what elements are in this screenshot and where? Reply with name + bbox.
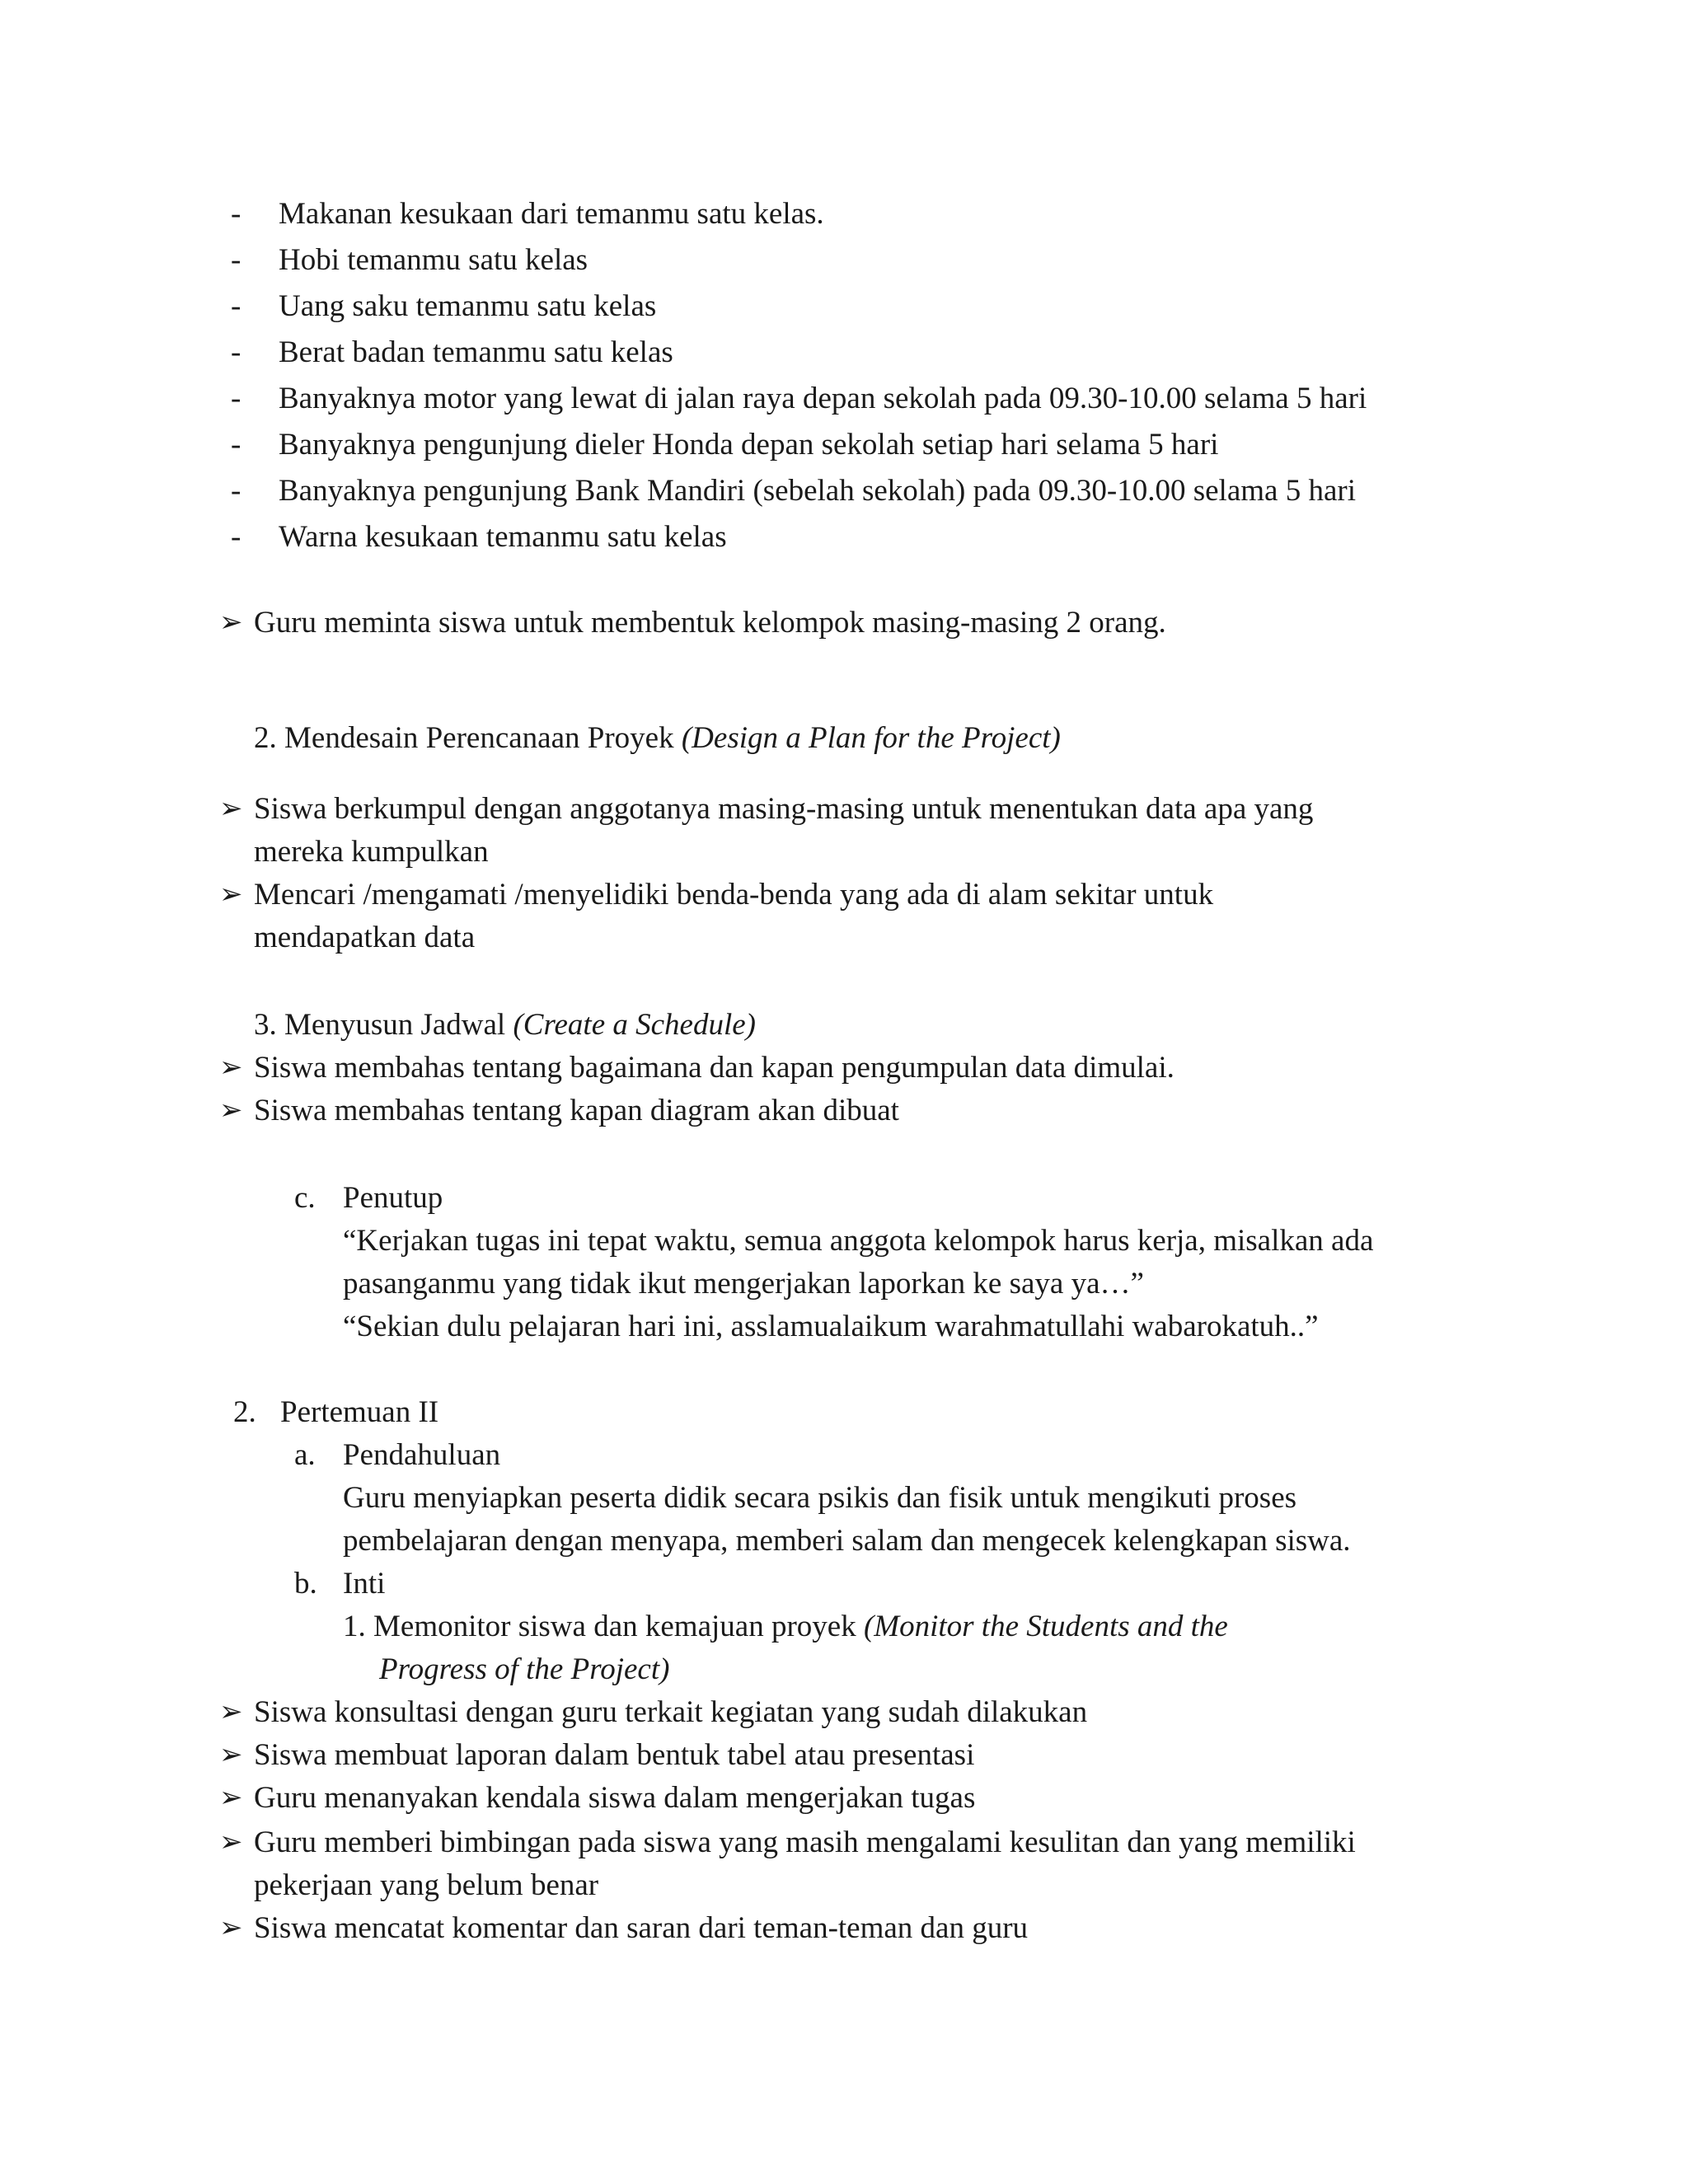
dash-marker: - — [231, 474, 241, 508]
list-item: Makanan kesukaan dari temanmu satu kelas. — [279, 197, 824, 231]
dash-marker: - — [231, 335, 241, 369]
dash-marker: - — [231, 382, 241, 415]
list-item: Banyaknya motor yang lewat di jalan raya depan sekolah pada 09.30-10.00 selama 5 hari — [279, 382, 1367, 415]
step-english: (Design a Plan for the Project) — [681, 721, 1061, 755]
instruction-text: Guru meminta siswa untuk membentuk kelompok masing-masing 2 orang. — [254, 606, 1166, 640]
list-item: Uang saku temanmu satu kelas — [279, 289, 657, 323]
bullet-text: Siswa berkumpul dengan anggotanya masing-masing untuk menentukan data apa yang — [254, 792, 1314, 826]
closing-text: “Kerjakan tugas ini tepat waktu, semua anggota kelompok harus kerja, misalkan ada — [343, 1224, 1374, 1258]
step-label: 2. Mendesain Perencanaan Proyek — [254, 721, 682, 755]
bullet-text: Guru menanyakan kendala siswa dalam mengerjakan tugas — [254, 1781, 976, 1815]
dash-marker: - — [231, 520, 241, 554]
intro-text: pembelajaran dengan menyapa, memberi salam dan mengecek kelengkapan siswa. — [343, 1524, 1351, 1558]
bullet-text: Siswa konsultasi dengan guru terkait kegiatan yang sudah dilakukan — [254, 1695, 1088, 1729]
step-heading — [254, 1007, 756, 1043]
arrow-bullet-icon: ➢ — [219, 607, 243, 638]
bullet-text: Siswa membahas tentang kapan diagram akan dibuat — [254, 1094, 899, 1127]
dash-marker: - — [231, 197, 241, 231]
subsection-title: Pendahuluan — [343, 1438, 501, 1472]
arrow-bullet-icon: ➢ — [219, 794, 243, 824]
bullet-text: mereka kumpulkan — [254, 835, 489, 869]
step-english: (Monitor the Students and the — [863, 1610, 1228, 1643]
arrow-bullet-icon: ➢ — [219, 1827, 243, 1858]
step-label: 1. Memonitor siswa dan kemajuan proyek — [343, 1610, 864, 1643]
arrow-bullet-icon: ➢ — [219, 1052, 243, 1083]
list-item: Banyaknya pengunjung dieler Honda depan sekolah setiap hari selama 5 hari — [279, 428, 1219, 462]
arrow-bullet-icon: ➢ — [219, 1913, 243, 1943]
bullet-text: pekerjaan yang belum benar — [254, 1868, 599, 1902]
subsection-marker: b. — [294, 1567, 317, 1601]
closing-text: pasanganmu yang tidak ikut mengerjakan laporkan ke saya ya…” — [343, 1267, 1144, 1301]
step-english-continued: Progress of the Project) — [379, 1652, 670, 1686]
section-title: Pertemuan II — [280, 1395, 439, 1429]
list-item: Warna kesukaan temanmu satu kelas — [279, 520, 727, 554]
arrow-bullet-icon: ➢ — [219, 1095, 243, 1126]
list-item: Hobi temanmu satu kelas — [279, 243, 588, 277]
arrow-bullet-icon: ➢ — [219, 1740, 243, 1770]
step-label: 3. Menyusun Jadwal — [254, 1008, 513, 1042]
arrow-bullet-icon: ➢ — [219, 1783, 243, 1813]
dash-marker: - — [231, 428, 241, 462]
step-english: (Create a Schedule) — [513, 1008, 756, 1042]
subsection-title: Inti — [343, 1567, 386, 1601]
dash-marker: - — [231, 243, 241, 277]
list-item: Berat badan temanmu satu kelas — [279, 335, 673, 369]
dash-marker: - — [231, 289, 241, 323]
intro-text: Guru menyiapkan peserta didik secara psikis dan fisik untuk mengikuti proses — [343, 1481, 1297, 1515]
step-heading — [343, 1609, 1228, 1645]
section-marker: 2. — [233, 1395, 256, 1429]
bullet-text: Siswa mencatat komentar dan saran dari teman-teman dan guru — [254, 1911, 1029, 1945]
section-title: Penutup — [343, 1181, 443, 1215]
bullet-text: Siswa membuat laporan dalam bentuk tabel atau presentasi — [254, 1738, 975, 1772]
subsection-marker: a. — [294, 1438, 316, 1472]
bullet-text: Guru memberi bimbingan pada siswa yang masih mengalami kesulitan dan yang memiliki — [254, 1825, 1356, 1859]
closing-text: “Sekian dulu pelajaran hari ini, asslamualaikum warahmatullahi wabarokatuh..” — [343, 1310, 1319, 1343]
arrow-bullet-icon: ➢ — [219, 1697, 243, 1727]
bullet-text: Siswa membahas tentang bagaimana dan kapan pengumpulan data dimulai. — [254, 1051, 1175, 1085]
section-marker: c. — [294, 1181, 316, 1215]
bullet-text: Mencari /mengamati /menyelidiki benda-benda yang ada di alam sekitar untuk — [254, 878, 1214, 912]
bullet-text: mendapatkan data — [254, 921, 476, 954]
arrow-bullet-icon: ➢ — [219, 879, 243, 910]
list-item: Banyaknya pengunjung Bank Mandiri (sebelah sekolah) pada 09.30-10.00 selama 5 hari — [279, 474, 1356, 508]
step-heading — [254, 720, 1061, 757]
